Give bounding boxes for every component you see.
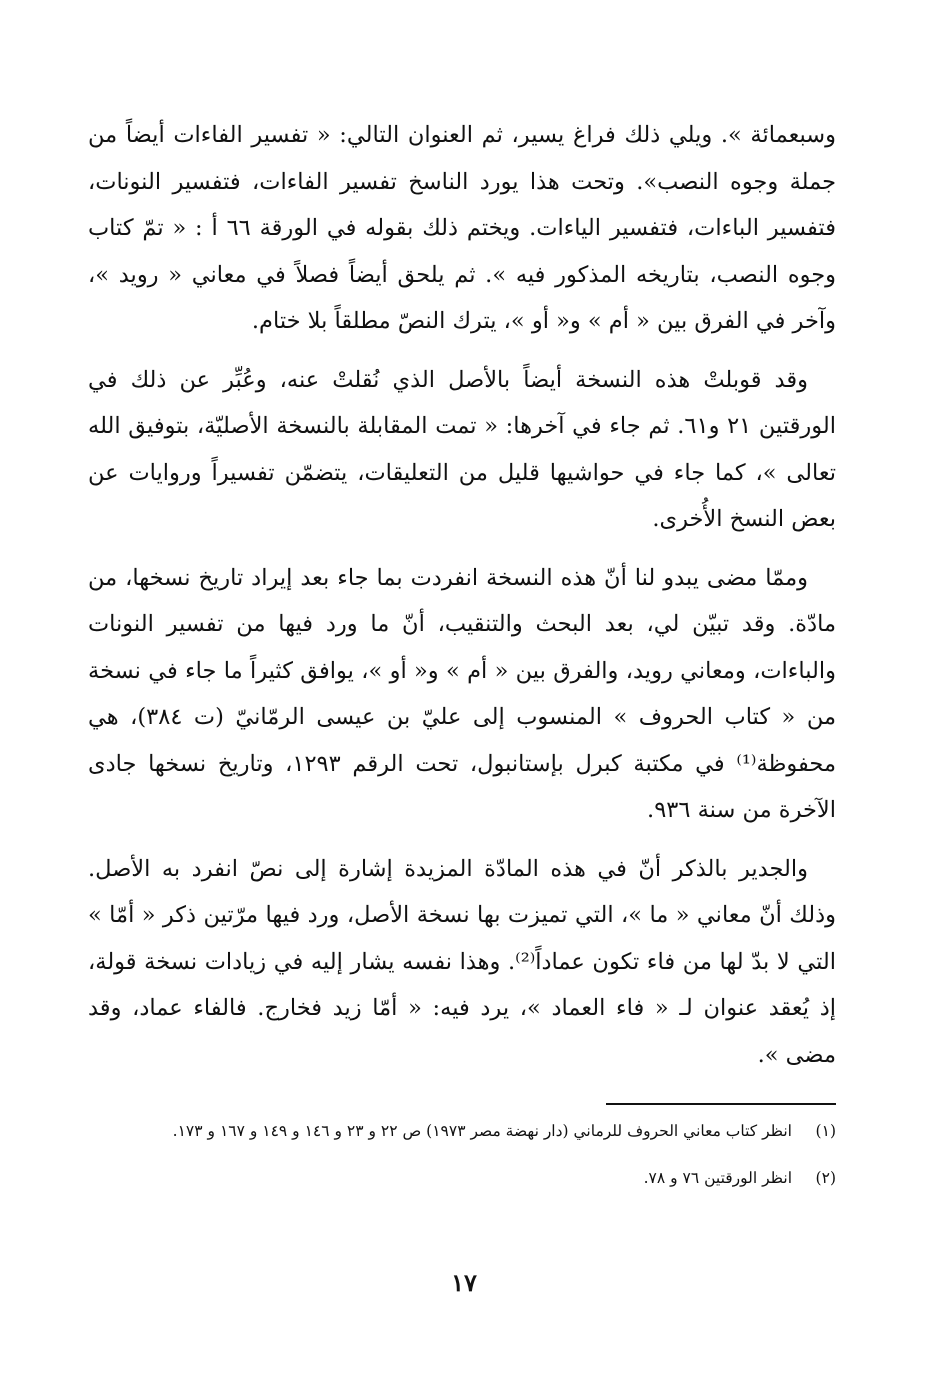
footnote-text: انظر كتاب معاني الحروف للرماني (دار نهضة مصر ١٩٧٣) ص ٢٢ و ٢٣ و ١٤٦ و ١٤٩ و ١٦٧ و ١٧٣.: [172, 1122, 792, 1140]
footnote-2: [88, 1165, 836, 1192]
footnote-1: [88, 1118, 836, 1145]
paragraph-2: وقد قوبلتْ هذه النسخة أيضاً بالأصل الذي نُقلتْ عنه، وعُبِّر عن ذلك في الورقتين ٢١ و٦١. ثم جاء في آخرها: « تمت المقابلة بالنسخة الأصليّة، بتوفيق الله تعالى »، كما جاء في حواشيها قليل من التعليقات، يتضمّن تفسيراً وروايات عن بعض النسخ الأُخرى.: [88, 366, 836, 532]
footnote-number: (٢): [815, 1169, 836, 1187]
footnote-text: انظر الورقتين ٧٦ و ٧٨.: [643, 1169, 792, 1187]
paragraph-1: وسبعمائة ». ويلي ذلك فراغ يسير، ثم العنوان التالي: « تفسير الفاءات أيضاً من جملة وجوه النصب». وتحت هذا يورد الناسخ تفسير الفاءات، فتفسير النونات، فتفسير الباءات، فتفسير الياءات. ويختم ذلك بقوله في الورقة ٦٦ أ : « تمّ كتاب وجوه النصب، بتاريخه المذكور فيه ». ثم يلحق أيضاً فصلاً في معاني « رويد »، وآخر في الفرق بين « أم » و« أو »، يترك النصّ مطلقاً بلا ختام.: [88, 122, 836, 334]
footnote-number: (١): [815, 1122, 836, 1140]
paragraph-4: والجدير بالذكر أنّ في هذه المادّة المزيدة إشارة إلى نصّ انفرد به الأصل. وذلك أنّ معاني « ما »، التي تميزت بها نسخة الأصل، ورد فيها مرّتين ذكر « أمّا » التي لا بدّ لها من فاء تكون عماداً⁽²⁾. وهذا نفسه يشار إليه في زيادات نسخة قولة، إذ يُعقد عنوان لـ « فاء العماد »، يرد فيه: « أمّا زيد فخارج. فالفاء عماد، وقد مضى ».: [88, 855, 837, 1068]
footnotes: [88, 1118, 836, 1212]
body-text: [88, 112, 836, 1090]
page-number: ١٧: [451, 1268, 477, 1297]
paragraph-3: وممّا مضى يبدو لنا أنّ هذه النسخة انفردت بما جاء بعد إيراد تاريخ نسخها، من مادّة. وقد تبيّن لي، بعد البحث والتنقيب، أنّ ما ورد فيها من تفسير النونات والباءات، ومعاني رويد، والفرق بين « أم » و« أو »، يوافق كثيراً ما جاء في نسخة من « كتاب الحروف » المنسوب إلى عليّ بن عيسى الرمّانيّ (ت ٣٨٤)، هي محفوظة⁽¹⁾ في مكتبة كبرل بإستانبول، تحت الرقم ١٢٩٣، وتاريخ نسخها جادى الآخرة من سنة ٩٣٦.: [88, 564, 837, 823]
footnote-divider: [606, 1103, 836, 1105]
